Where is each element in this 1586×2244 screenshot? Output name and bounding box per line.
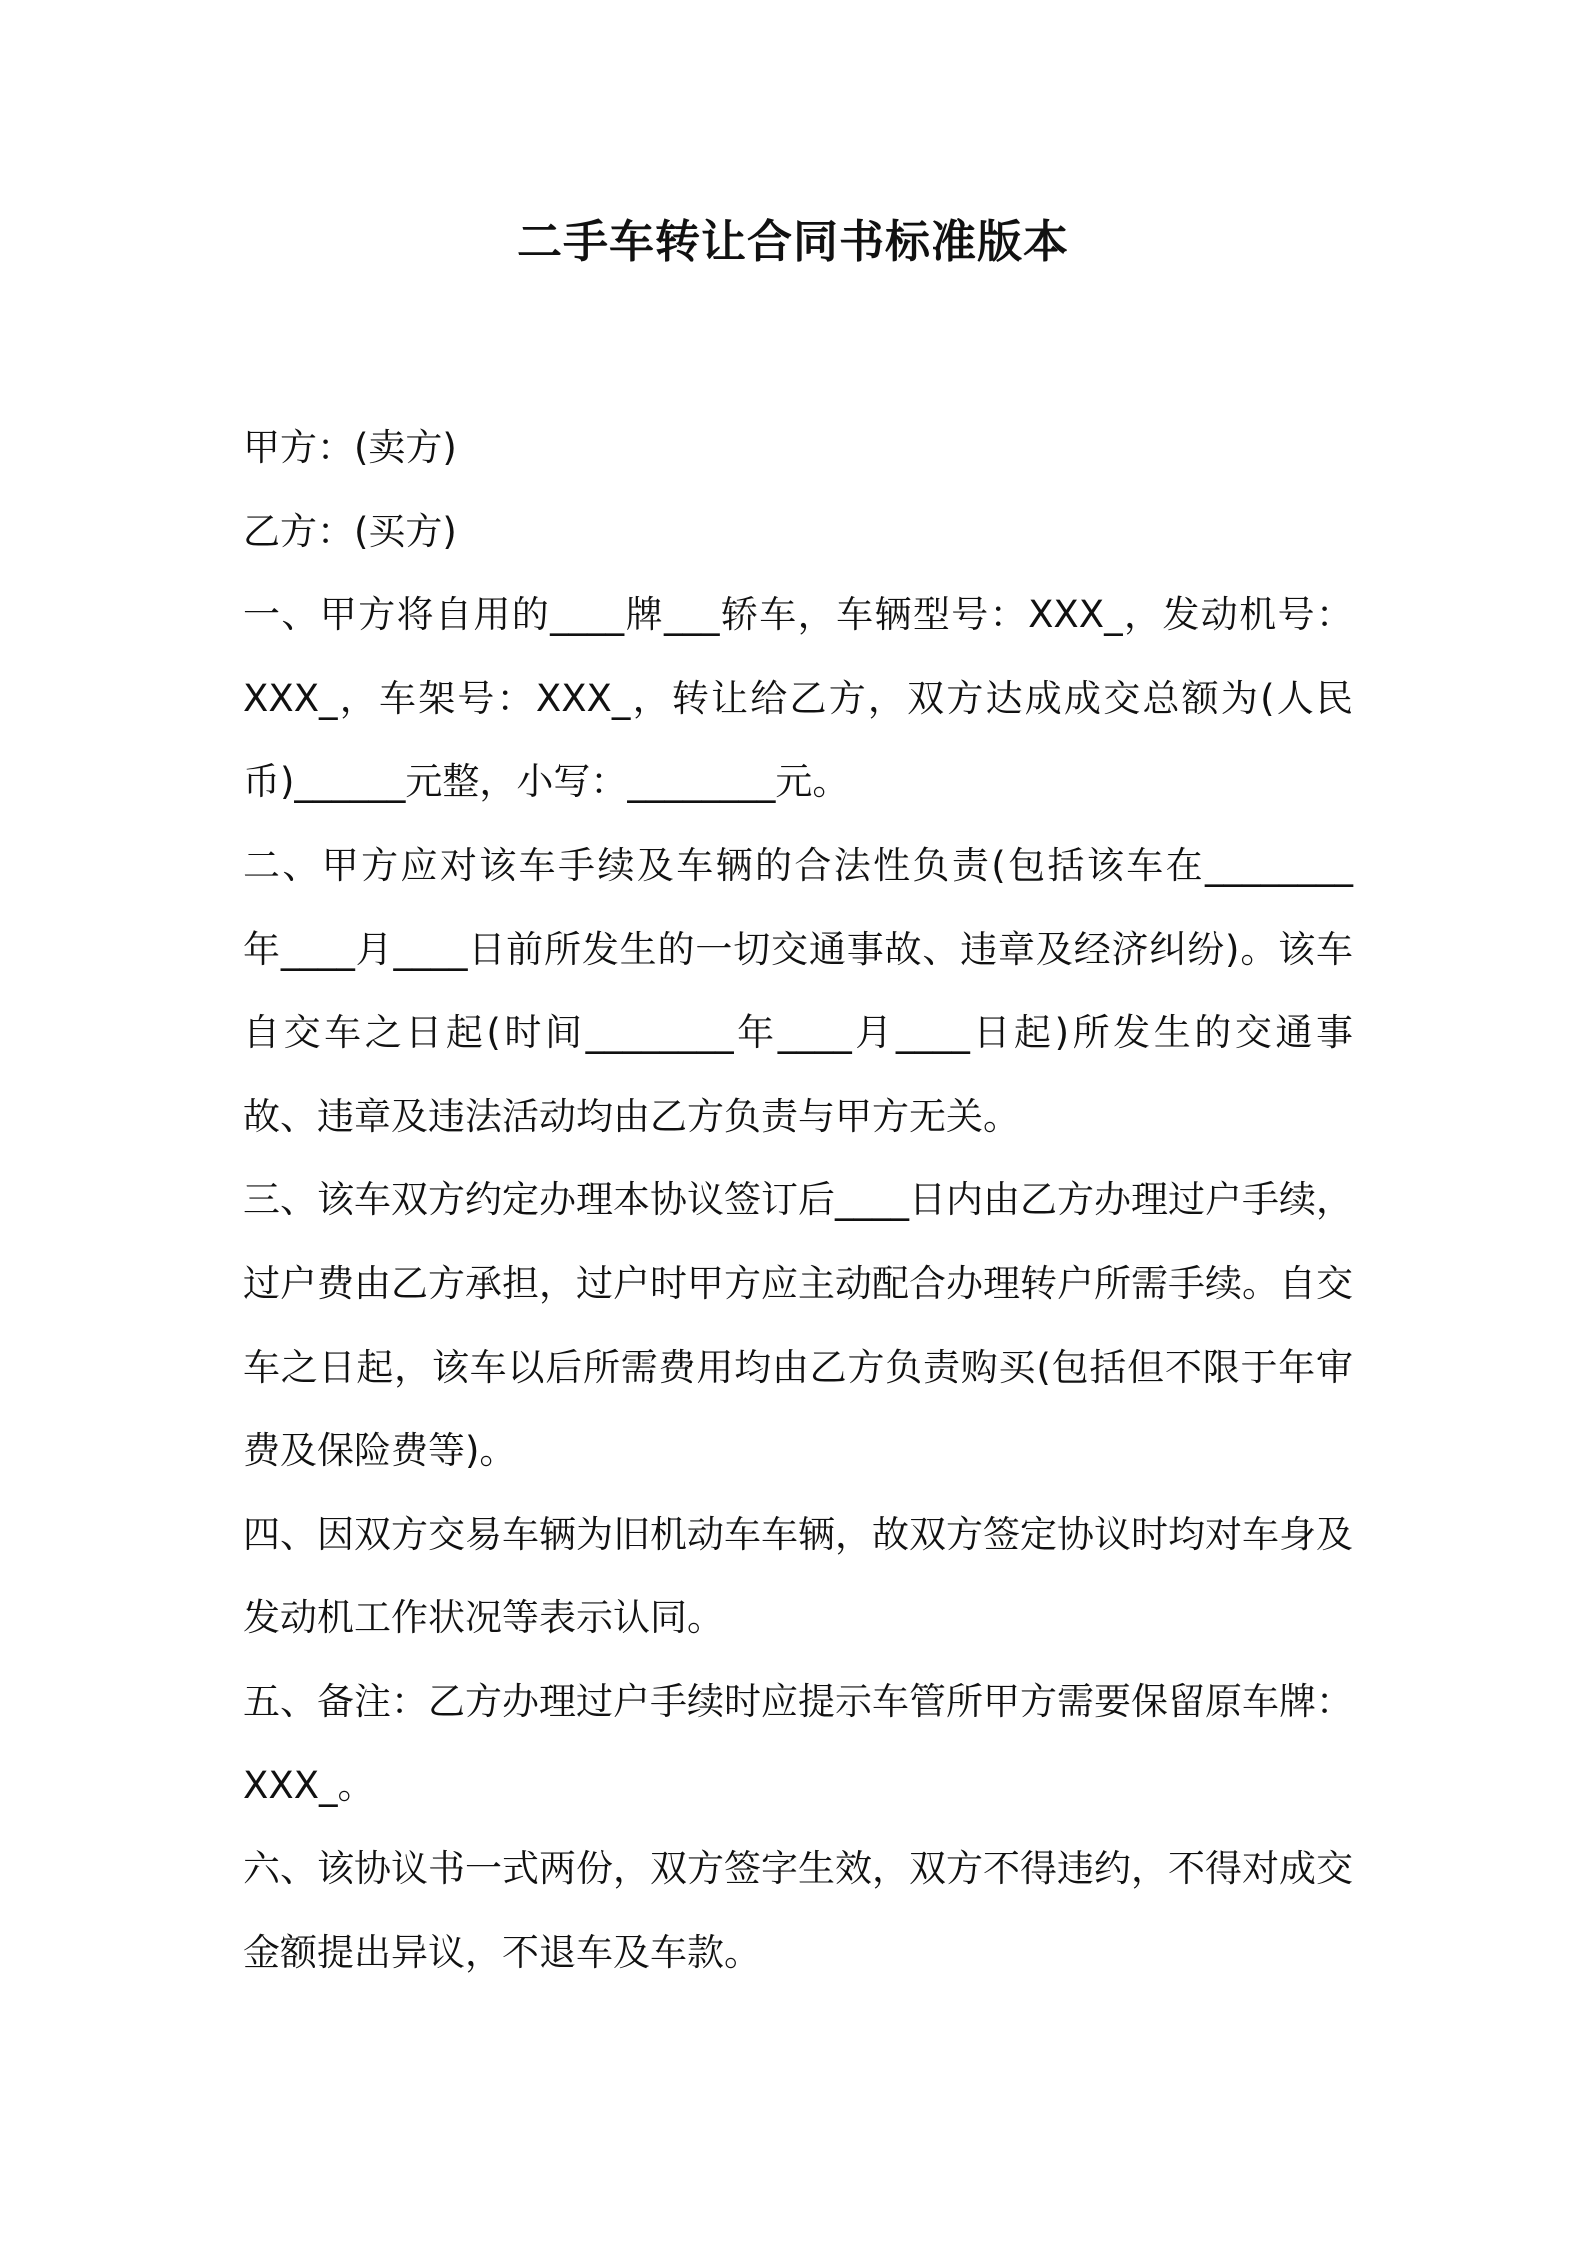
clause-4-line-1: 四、因双方交易车辆为旧机动车车辆，故双方签定协议时均对车身及 [243, 1512, 1353, 1556]
clause-6-line-1: 六、该协议书一式两份，双方签字生效，双方不得违约，不得对成交 [243, 1847, 1353, 1891]
clause-3-line-4: 费及保险费等)。 [243, 1429, 517, 1473]
clause-2-line-3: 自交车之日起(时间________年____月____日起)所发生的交通事 [243, 1011, 1353, 1055]
contract-body [243, 406, 1353, 1994]
clause-1-line-1: 一、甲方将自用的____牌___轿车，车辆型号：XXX_，发动机号： [243, 593, 1353, 637]
clause-5-line-1: 五、备注：乙方办理过户手续时应提示车管所甲方需要保留原车牌： [243, 1679, 1353, 1723]
clause-4-line-2: 发动机工作状况等表示认同。 [243, 1596, 724, 1640]
clause-2-line-4: 故、违章及违法活动均由乙方负责与甲方无关。 [243, 1094, 1020, 1138]
clause-6-line-2: 金额提出异议，不退车及车款。 [243, 1930, 761, 1974]
clause-3-line-3: 车之日起，该车以后所需费用均由乙方负责购买(包括但不限于年审 [243, 1345, 1353, 1389]
clause-1-line-3: 币)______元整，小写：________元。 [243, 760, 850, 804]
clause-1-line-2: XXX_，车架号：XXX_，转让给乙方，双方达成成交总额为(人民 [243, 676, 1353, 720]
party-b-line: 乙方：(买方) [243, 509, 457, 553]
document-title: 二手车转让合同书标准版本 [516, 215, 1069, 268]
clause-2-line-1: 二、甲方应对该车手续及车辆的合法性负责(包括该车在________ [243, 843, 1353, 887]
clause-5-line-2: XXX_。 [243, 1763, 375, 1807]
clause-3-line-1: 三、该车双方约定办理本协议签订后____日内由乙方办理过户手续， [243, 1178, 1353, 1222]
clause-2-line-2: 年____月____日前所发生的一切交通事故、违章及经济纠纷)。该车 [243, 927, 1353, 971]
clause-3-line-2: 过户费由乙方承担，过户时甲方应主动配合办理转户所需手续。自交 [243, 1261, 1353, 1305]
party-a-line: 甲方：(卖方) [243, 426, 457, 469]
